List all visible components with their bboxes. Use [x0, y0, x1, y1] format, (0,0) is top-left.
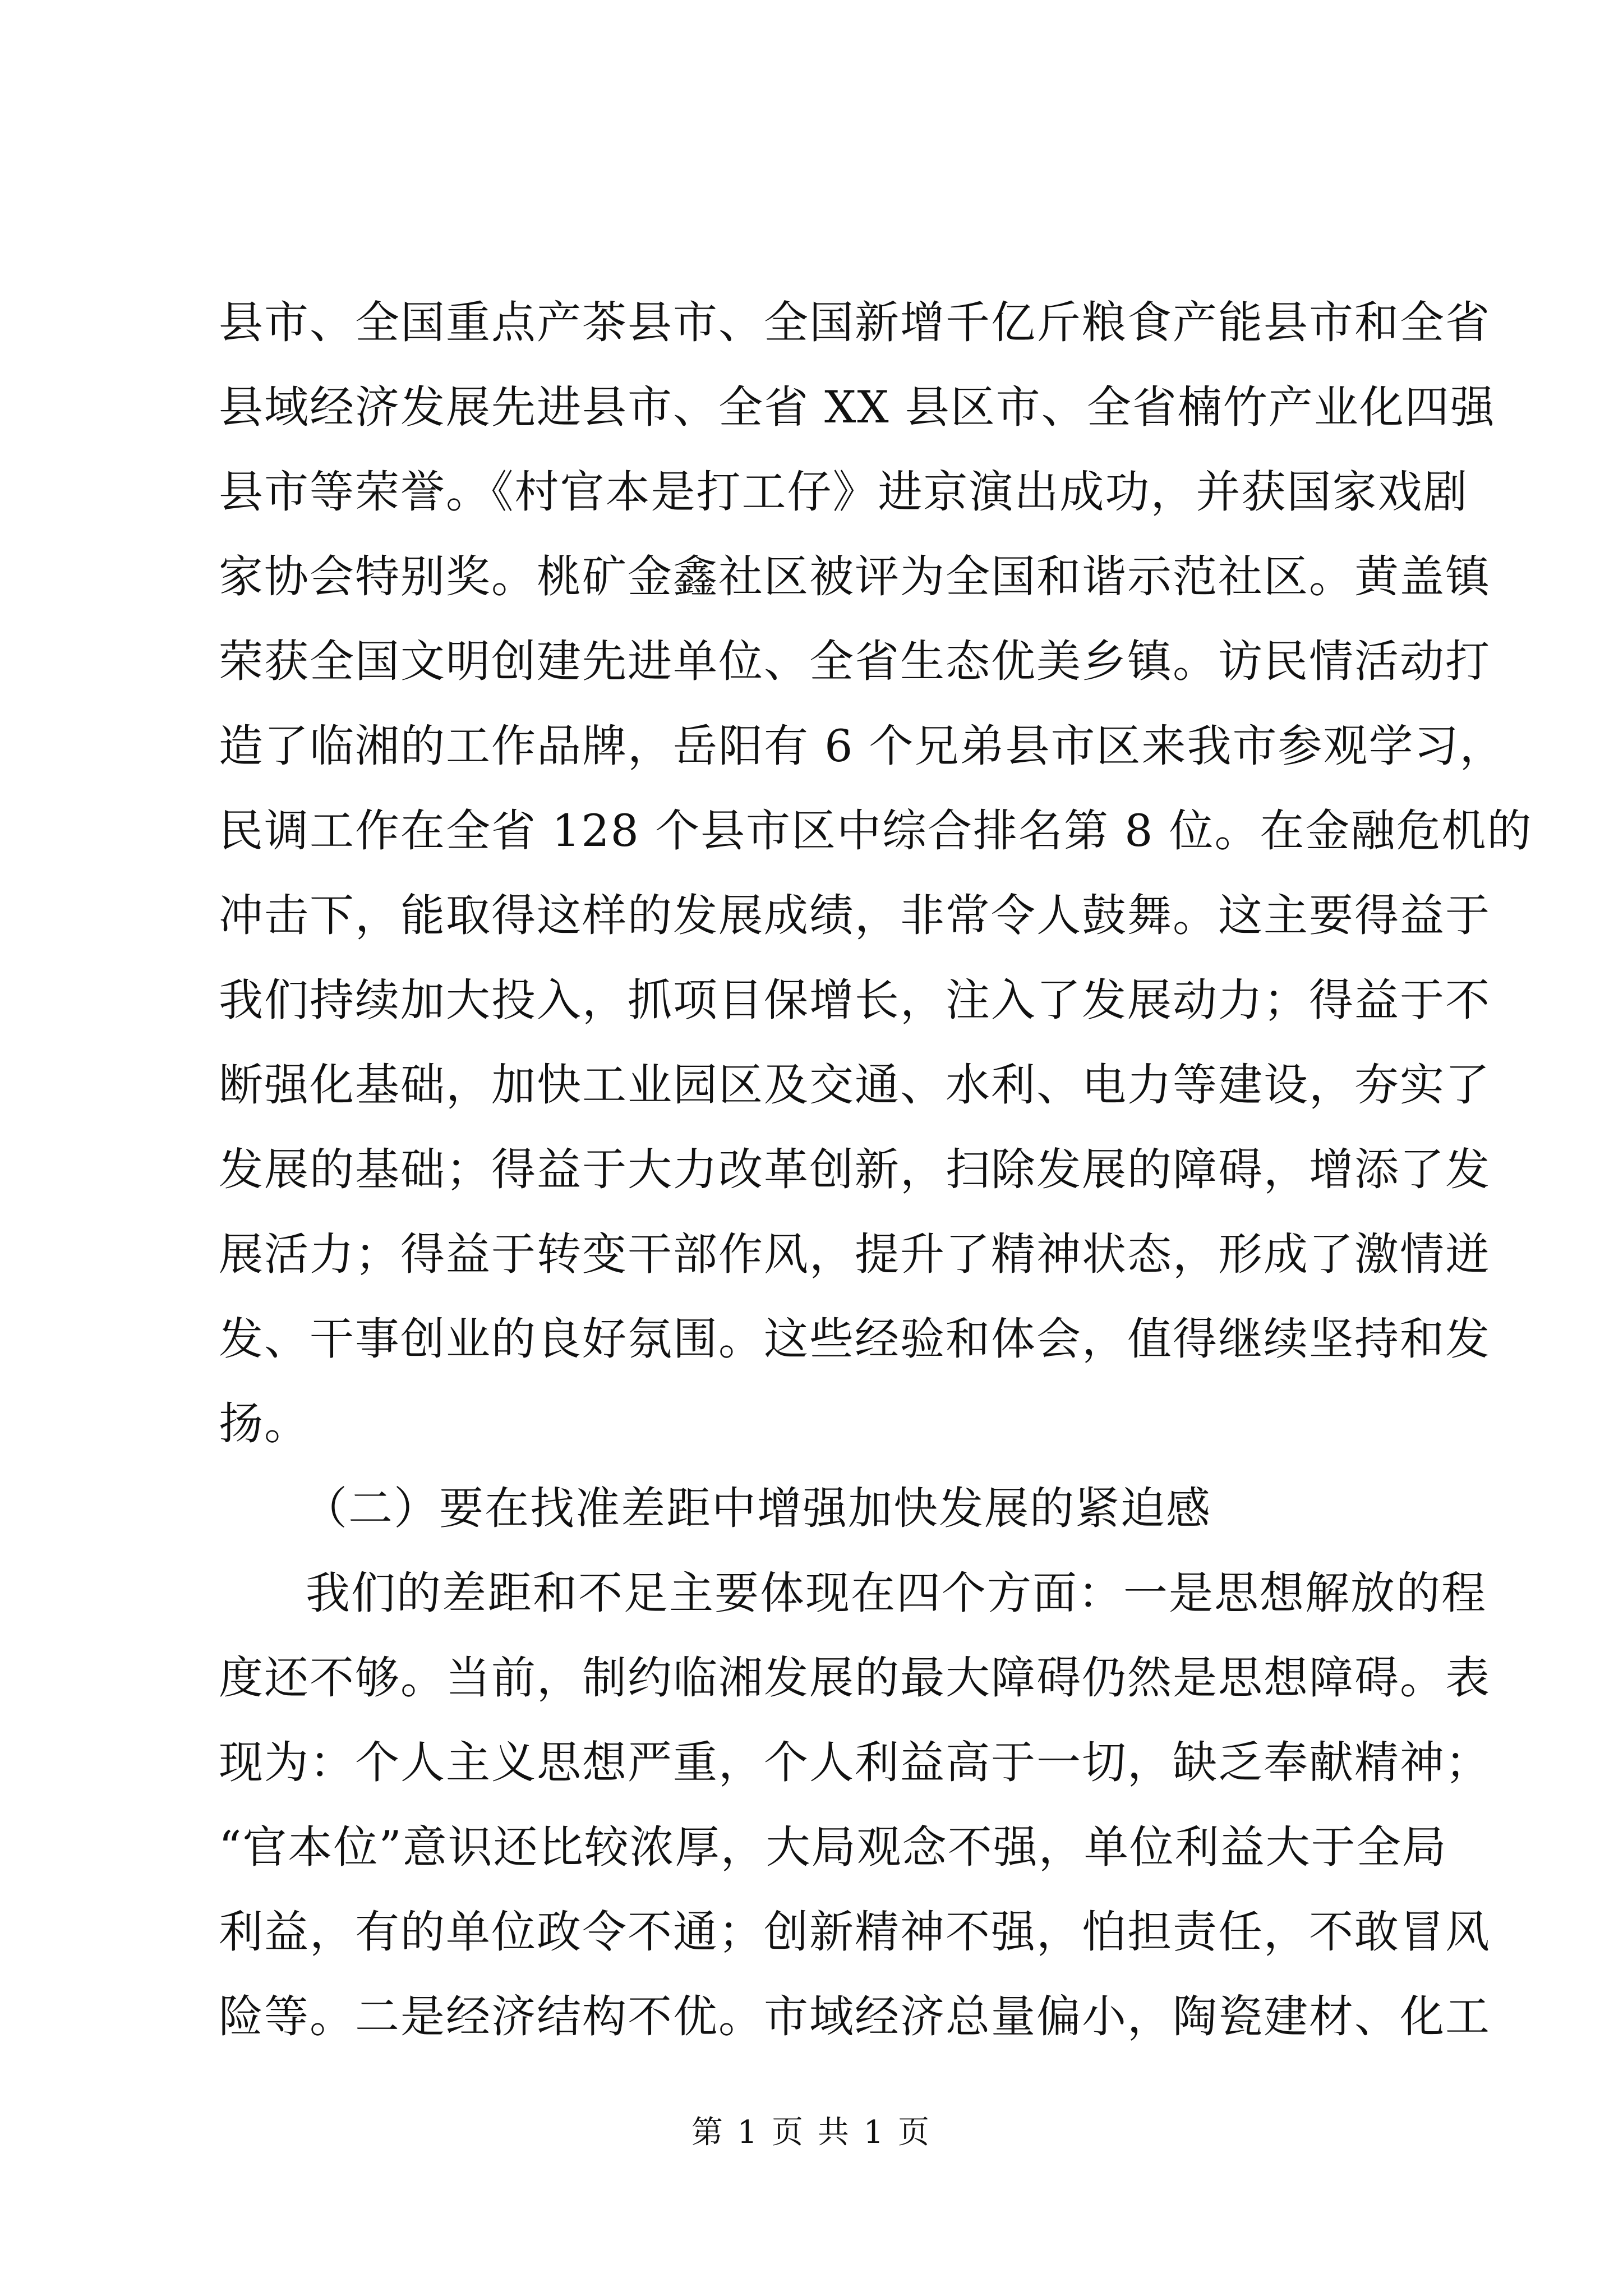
paragraph-line: 发展的基础；得益于大力改革创新，扫除发展的障碍，增添了发	[219, 1144, 1491, 1195]
paragraph-line: 现为：个人主义思想严重，个人利益高于一切，缺乏奉献精神；	[219, 1737, 1491, 1788]
paragraph-line: 展活力；得益于转变干部作风，提升了精神状态，形成了激情迸	[219, 1228, 1491, 1280]
paragraph-line: 发、干事创业的良好氛围。这些经验和体会，值得继续坚持和发	[219, 1313, 1491, 1365]
page-footer: 第 1 页 共 1 页	[691, 2114, 932, 2151]
paragraph-line: 民调工作在全省 128 个县市区中综合排名第 8 位。在金融危机的	[219, 805, 1533, 857]
paragraph-line: “官本位”意识还比较浓厚，大局观念不强，单位利益大于全局	[219, 1821, 1447, 1873]
paragraph-line: 险等。二是经济结构不优。市域经济总量偏小，陶瓷建材、化工	[219, 1991, 1491, 2042]
paragraph-line: 冲击下，能取得这样的发展成绩，非常令人鼓舞。这主要得益于	[219, 890, 1491, 941]
paragraph-line: 县域经济发展先进县市、全省 XX 县区市、全省楠竹产业化四强	[219, 381, 1496, 433]
paragraph-line: 家协会特别奖。桃矿金鑫社区被评为全国和谐示范社区。黄盖镇	[219, 551, 1491, 602]
paragraph-line: 县市、全国重点产茶县市、全国新增千亿斤粮食产能县市和全省	[219, 297, 1491, 348]
paragraph-line: 我们的差距和不足主要体现在四个方面：一是思想解放的程	[306, 1567, 1487, 1619]
paragraph-line: 扬。	[219, 1398, 310, 1450]
paragraph-line: 荣获全国文明创建先进单位、全省生态优美乡镇。访民情活动打	[219, 636, 1491, 687]
paragraph-line: 利益，有的单位政令不通；创新精神不强，怕担责任，不敢冒风	[219, 1906, 1491, 1958]
paragraph-line: 我们持续加大投入，抓项目保增长，注入了发展动力；得益于不	[219, 974, 1491, 1026]
paragraph-line: 县市等荣誉。《村官本是打工仔》进京演出成功，并获国家戏剧	[219, 466, 1469, 518]
paragraph-line: 造了临湘的工作品牌，岳阳有 6 个兄弟县市区来我市参观学习，	[219, 720, 1505, 772]
section-heading: （二）要在找准差距中增强加快发展的紧迫感	[303, 1483, 1211, 1534]
paragraph-line: 度还不够。当前，制约临湘发展的最大障碍仍然是思想障碍。表	[219, 1652, 1491, 1704]
paragraph-line: 断强化基础，加快工业园区及交通、水利、电力等建设，夯实了	[219, 1059, 1491, 1111]
